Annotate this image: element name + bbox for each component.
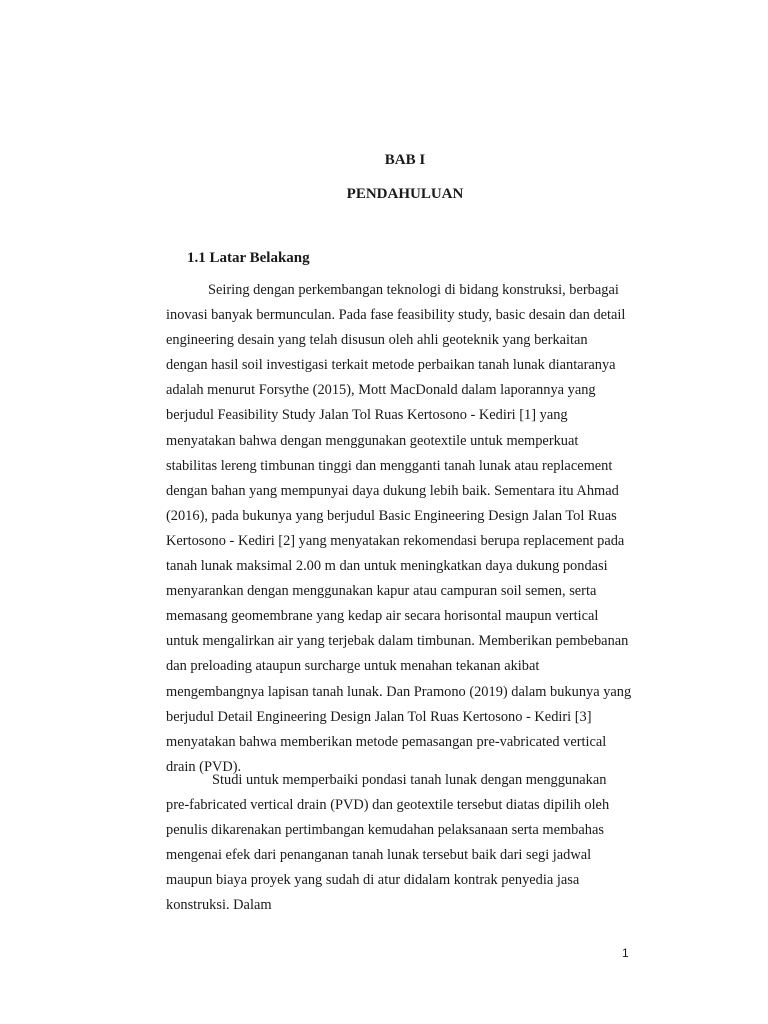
body-paragraph-2: Studi untuk memperbaiki pondasi tanah lunak dengan menggunakan pre-fabricated vertical drain (PVD) dan geotextile tersebut diatas dipilih oleh penulis dikarenakan pertimbangan kemudahan pelaksanaan serta membahas mengenai efek dari penanganan tanah lunak tersebut baik dari segi jadwal maupun biaya proyek yang sudah di atur didalam kontrak penyedia jasa konstruksi. Dalam bbox=[166, 772, 610, 914]
body-paragraph-1: Seiring dengan perkembangan teknologi di bidang konstruksi, berbagai inovasi banyak bermunculan. Pada fase feasibility study, basic desain dan detail engineering desain yang telah disusun oleh ahli geoteknik yang berkaitan dengan hasil soil investigasi terkait metode perbaikan tanah lunak diantaranya adalah menurut Forsythe (2015), Mott MacDonald dalam laporannya yang berjudul Feasibility Study Jalan Tol Ruas Kertosono - Kediri [1] yang menyatakan bahwa dengan menggunakan geotextile untuk memperkuat stabilitas lereng timbunan tinggi dan mengganti tanah lunak atau replacement dengan bahan yang mempunyai daya dukung lebih baik. Sementara itu Ahmad (2016), pada bukunya yang berjudul Basic Engineering Design Jalan Tol Ruas Kertosono - Kediri [2] yang menyatakan rekomendasi berupa replacement pada tanah lunak maksimal 2.00 m dan untuk meningkatkan daya dukung pondasi menyarankan dengan menggunakan kapur atau campuran soil semen, serta memasang geomembrane yang kedap air secara horisontal maupun vertical untuk mengalirkan air yang terjebak dalam timbunan. Memberikan pembebanan dan preloading ataupun surcharge untuk menahan tekanan akibat mengembangnya lapisan tanah lunak. Dan Pramono (2019) dalam bukunya yang berjudul Detail Engineering Design Jalan Tol Ruas Kertosono - Kediri [3] menyatakan bahwa memberikan metode pemasangan pre-vabricated vertical drain (PVD). bbox=[166, 282, 632, 775]
chapter-title: PENDAHULUAN bbox=[346, 186, 464, 202]
section-heading: 1.1 Latar Belakang bbox=[187, 250, 310, 266]
page-number: 1 bbox=[622, 946, 629, 960]
chapter-number: BAB I bbox=[384, 152, 426, 168]
